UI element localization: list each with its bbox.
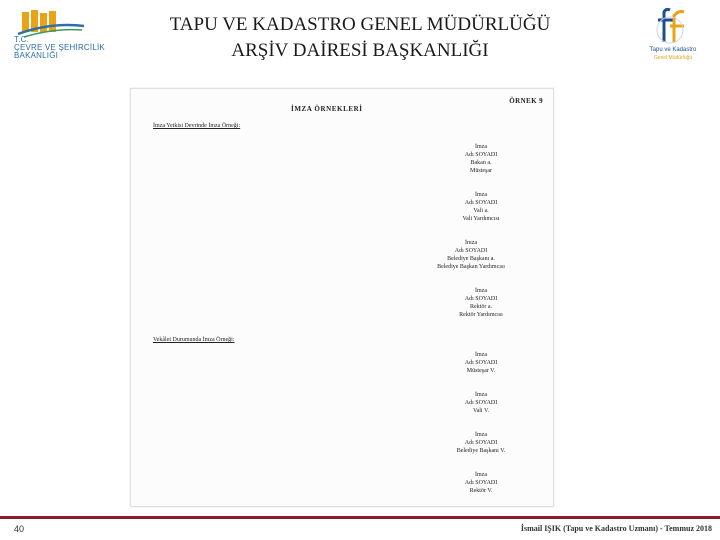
signature-line: Adı SOYADI	[454, 248, 488, 254]
signature-line: Müsteşar V.	[466, 368, 496, 374]
tkgm-emblem-icon	[640, 6, 706, 46]
logo-text-tc: T.C.	[14, 35, 30, 44]
signature-line: İmza	[475, 288, 487, 294]
signature-block	[421, 143, 541, 175]
signature-line: Rektör a.	[470, 304, 492, 310]
signature-line: İmza	[475, 472, 487, 478]
signature-line: İmza	[475, 392, 487, 398]
signature-block	[421, 287, 541, 319]
signature-line: Vali Yardımcısı	[462, 216, 500, 222]
section-proxy-title: Vekâlet Durumunda İmza Örneği:	[153, 337, 235, 343]
tkgm-logo	[640, 6, 706, 64]
document-example-label: ÖRNEK 9	[509, 97, 543, 105]
signature-line: Vali V.	[472, 408, 490, 414]
signature-line: Belediye Başkanı a.	[447, 256, 495, 262]
logo-text-ministry: ÇEVRE VE ŞEHİRCİLİK	[14, 43, 105, 52]
signature-block	[421, 191, 541, 223]
signature-line: Belediye Başkan Yardımcısı	[437, 264, 505, 270]
author-credit: İsmail IŞIK (Tapu ve Kadastro Uzmanı) - Temmuz 2018	[520, 524, 712, 533]
signature-line: İmza	[465, 240, 477, 246]
signature-block	[421, 391, 541, 415]
signature-line: Adı SOYADI	[464, 400, 498, 406]
tkgm-logo-sub: Genel Müdürlüğü	[653, 55, 693, 61]
signature-block	[421, 471, 541, 495]
signature-line: İmza	[475, 352, 487, 358]
signature-line: Rektör Yardımcısı	[459, 312, 503, 318]
signature-line: Müsteşar	[470, 168, 492, 174]
signature-block	[401, 239, 541, 271]
ministry-emblem-icon	[16, 8, 86, 38]
ministry-logo	[12, 8, 122, 60]
page-number: 40	[14, 524, 25, 534]
document-heading: İMZA ÖRNEKLERİ	[291, 105, 363, 113]
signature-block	[421, 351, 541, 375]
tkgm-logo-name: Tapu ve Kadastro	[649, 47, 697, 53]
signature-line: Adı SOYADI	[464, 440, 498, 446]
signature-line: Adı SOYADI	[464, 360, 498, 366]
signature-line: Vali a.	[473, 208, 489, 214]
page-title: TAPU VE KADASTRO GENEL MÜDÜRLÜĞÜ	[169, 14, 551, 35]
section-delegation-title: İmza Yetkisi Devrinde İmza Örneği:	[153, 123, 241, 129]
signature-line: İmza	[475, 192, 487, 198]
signature-line: Adı SOYADI	[464, 200, 498, 206]
signature-line: Bakan a.	[470, 160, 492, 166]
signature-line: Adı SOYADI	[464, 480, 498, 486]
signature-line: Adı SOYADI	[464, 152, 498, 158]
page-subtitle: ARŞİV DAİRESİ BAŞKANLIĞI	[231, 40, 489, 61]
signature-line: Belediye Başkanı V.	[456, 448, 506, 454]
signature-line: İmza	[475, 144, 487, 150]
document-scan	[130, 88, 554, 507]
logo-text-bakanlik: BAKANLIĞI	[14, 51, 59, 60]
footer-divider	[0, 516, 720, 519]
signature-line: Rektör V.	[469, 488, 493, 494]
signature-block	[421, 431, 541, 455]
signature-line: Adı SOYADI	[464, 296, 498, 302]
signature-line: İmza	[475, 432, 487, 438]
